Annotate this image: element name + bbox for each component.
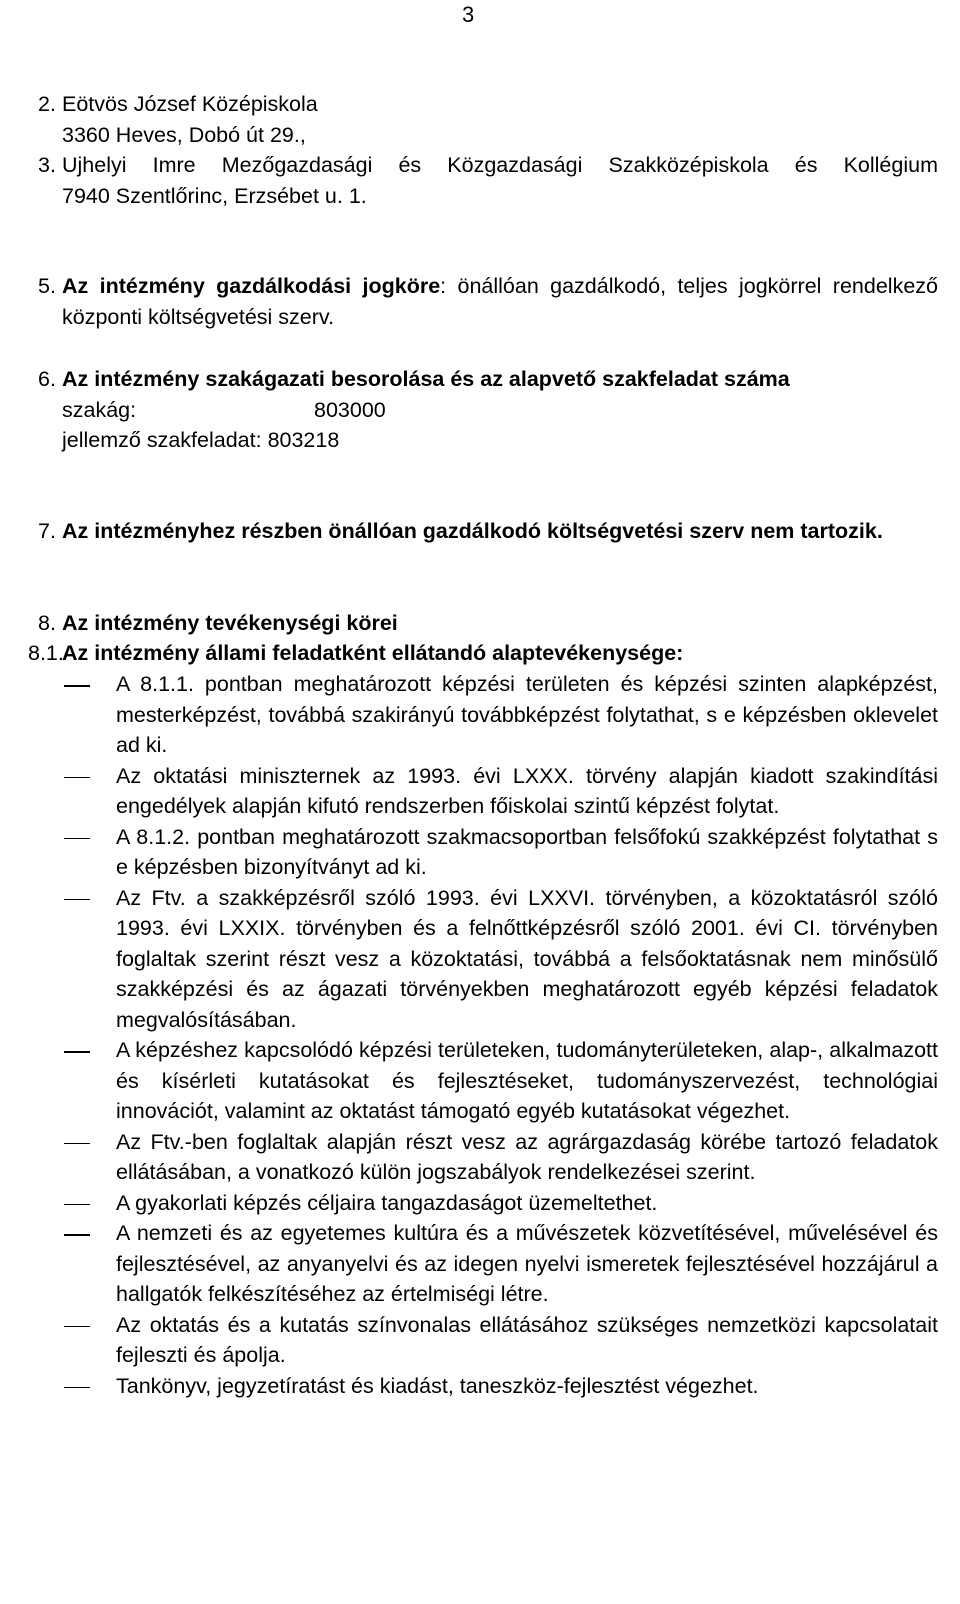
section-number: 6. [38,367,56,391]
section-title: Az intézményhez részben önállóan gazdálkodó költségvetési szerv nem tartozik. [62,519,883,543]
list-item: A gyakorlati képzés céljaira tangazdaságot üzemeltethet. [62,1188,938,1219]
dash-bullet [62,1310,116,1371]
section-number: 8. [38,611,56,635]
section-8 [38,608,938,639]
list-item: A 8.1.2. pontban meghatározott szakmacsoportban felsőfokú szakképzést folytathat s e képzésben bizonyítványt ad ki. [62,822,938,883]
list-item: Az oktatási miniszternek az 1993. évi LXXX. törvény alapján kiadott szakindítási engedélyek alapján kifutó rendszerben főiskolai szintű képzést folytat. [62,761,938,822]
school-name: Eötvös József Középiskola [62,92,318,116]
szakfeladat-value: 803218 [267,428,340,452]
list-item: Tankönyv, jegyzetíratást és kiadást, taneszköz-fejlesztést végezhet. [62,1371,938,1402]
list-item: Az Ftv. a szakképzésről szóló 1993. évi LXXVI. törvényben, a közoktatásról szóló 1993. évi LXXIX. törvényben és a felnőttképzésről szóló 2001. évi CI. törvényben foglaltak szerint részt vesz a közoktatási, továbbá a felsőoktatásnak nem minősülő szakképzési és az ágazati törvényekben meghatározott egyéb képzési feladatok megvalósításában. [62,883,938,1036]
dash-bullet [62,822,116,883]
school-address: 3360 Heves, Dobó út 29., [62,122,306,147]
section-title: Az intézmény tevékenységi körei [62,611,398,635]
page-number: 3 [462,2,475,27]
section-title: Az intézmény állami feladatként ellátandó alaptevékenysége: [62,641,684,665]
section-8-1 [28,638,928,669]
dash-bullet [62,1188,116,1219]
list-item: A nemzeti és az egyetemes kultúra és a művészetek közvetítésével, művelésével és fejlesztésével, az anyanyelvi és az idegen nyelvi ismeretek fejlesztésével hozzájárul a hallgatók felkészítéséhez az értelmiségi létre. [62,1218,938,1310]
section-text: : önállóan gazdálkodó, teljes jogkörrel rendelkező központi költségvetési szerv. [62,274,938,329]
szakag-value: 803000 [314,397,386,422]
section-label: Az intézmény gazdálkodási jogköre [62,274,441,298]
section-number: 8.1. [28,641,64,665]
list-item: Az oktatás és a kutatás színvonalas ellátásához szükséges nemzetközi kapcsolatait fejleszti és ápolja. [62,1310,938,1371]
dash-bullet [62,1035,116,1127]
szakag-label: szakág: [62,397,137,422]
szakag-line [62,395,938,426]
section-number: 5. [38,274,56,298]
list-item: A képzéshez kapcsolódó képzési területeken, tudományterületeken, alap-, alkalmazott és kísérleti kutatásokat és fejlesztéseket, tudományszervezést, technológiai innovációt, valamint az oktatást támogató egyéb kutatásokat végezhet. [62,1035,938,1127]
dash-bullet [62,883,116,1036]
list-number: 2. [38,92,56,116]
dash-bullet [62,669,116,761]
school-entry-3 [38,150,938,211]
list-number: 3. [38,153,56,177]
list-item: A 8.1.1. pontban meghatározott képzési területen és képzési szinten alapképzést, mesterképzést, továbbá szakirányú továbbképzést folytathat, s e képzésben oklevelet ad ki. [62,669,938,761]
section-6 [38,364,938,456]
szakfeladat-line [62,425,938,456]
list-item: Az Ftv.-ben foglaltak alapján részt vesz az agrárgazdaság körébe tartozó feladatok ellátásában, a vonatkozó külön jogszabályok rendelkezései szerint. [62,1127,938,1188]
section-7 [38,516,938,547]
szakfeladat-label: jellemző szakfeladat: [62,428,262,452]
dash-bullet [62,1218,116,1310]
dash-bullet [62,1127,116,1188]
dash-bullet [62,1371,116,1402]
school-name: Ujhelyi Imre Mezőgazdasági és Közgazdasági Szakközépiskola és Kollégium [62,153,938,177]
dash-bullet [62,761,116,822]
section-title: Az intézmény szakágazati besorolása és az alapvető szakfeladat száma [62,367,790,391]
section-5 [38,271,938,332]
school-address: 7940 Szentlőrinc, Erzsébet u. 1. [62,183,367,208]
school-entry-2 [38,89,938,150]
activity-list [62,669,938,1401]
section-number: 7. [38,519,56,543]
